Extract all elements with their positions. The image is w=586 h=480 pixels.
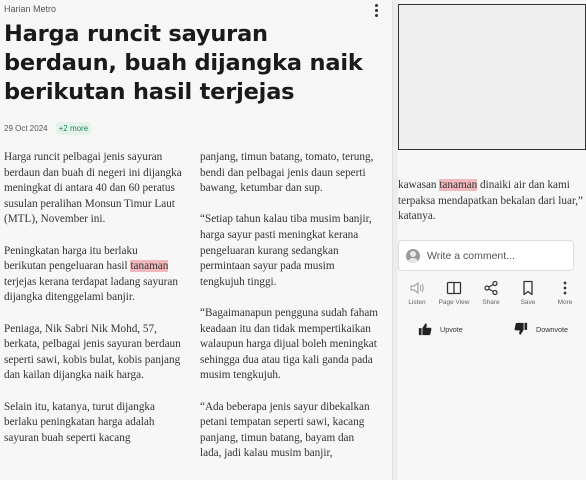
ad-placeholder <box>398 4 586 150</box>
upvote-button[interactable]: Upvote <box>418 322 463 336</box>
article-column-2 <box>200 150 378 477</box>
save-button[interactable]: Save <box>511 280 545 306</box>
thumbs-down-icon <box>514 322 528 336</box>
publish-date: 29 Oct 2024 <box>4 124 48 133</box>
thumbs-up-icon <box>418 322 432 336</box>
downvote-button[interactable]: Downvote <box>514 322 568 336</box>
side-pane <box>398 0 586 480</box>
article-column-1 <box>4 150 182 462</box>
highlighted-term[interactable]: tanaman <box>130 260 169 273</box>
paragraph: “Ada beberapa jenis sayur dibekalkan petani tempatan seperti sawi, kacang panjang, timun batang, bayam dan lada, jadi kalau musim banjir, <box>200 400 370 460</box>
comment-input[interactable] <box>427 250 567 262</box>
article-title: Harga runcit sayuran berdaun, buah dijangka naik berikutan hasil terjejas <box>4 21 363 105</box>
source-name[interactable]: Harian Metro <box>4 4 57 14</box>
paragraph: Selain itu, katanya, turut dijangka berlaku peningkatan harga adalah sayuran buah seperti kacang <box>4 400 155 444</box>
action-bar <box>398 280 584 306</box>
bookmark-icon <box>520 280 536 296</box>
options-button[interactable] <box>372 2 381 19</box>
share-icon <box>483 280 499 296</box>
comment-box[interactable] <box>398 240 574 271</box>
avatar <box>406 249 420 263</box>
more-vertical-icon <box>372 2 381 19</box>
more-vertical-icon <box>557 280 573 296</box>
vote-bar <box>418 322 568 336</box>
paragraph: “Setiap tahun kalau tiba musim banjir, harga sayur pasti meningkat kerana pengeluaran kurang sedangkan permintaan sayur pada musim tengkujuh tinggi. <box>200 213 372 288</box>
paragraph: Peningkatan harga itu berlaku berikutan pengeluaran hasil tanaman terjejas kerana terdapat ladang sayuran dijangka ditenggelami banjir. <box>4 244 178 304</box>
article-meta <box>4 122 91 135</box>
paragraph: “Bagaimanapun pengguna sudah faham keadaan itu dan tidak mempertikaikan walaupun harga dijual boleh meningkat sehingga dua atau tiga kali ganda pada musim tengkujuh. <box>200 306 379 382</box>
paragraph: panjang, timun batang, tomato, terung, bendi dan pelbagai jenis daun seperti bawang, ketumbar dan sup. <box>200 151 374 195</box>
listen-button[interactable]: Listen <box>400 280 434 306</box>
speaker-icon <box>409 280 425 296</box>
share-button[interactable]: Share <box>474 280 508 306</box>
highlighted-term[interactable]: tanaman <box>439 179 478 191</box>
article-continuation: kawasan tanaman dinaiki air dan kami terpaksa mendapatkan bekalan dari luar,” katanya. <box>398 179 583 223</box>
page-view-button[interactable]: Page View <box>437 280 471 306</box>
more-button[interactable]: More <box>548 280 582 306</box>
more-sources-badge[interactable]: +2 more <box>56 122 92 135</box>
paragraph: Harga runcit pelbagai jenis sayuran berdaun dan buah di negeri ini dijangka meningkat di antara 40 dan 60 peratus susulan peralihan Monsun Timur Laut (MTL), November ini. <box>4 151 182 226</box>
page-view-icon <box>446 280 462 296</box>
paragraph: Peniaga, Nik Sabri Nik Mohd, 57, berkata, pelbagai jenis sayuran berdaun seperti sawi, kobis bulat, kobis panjang dan kailan dijangka naik harga. <box>4 322 181 382</box>
